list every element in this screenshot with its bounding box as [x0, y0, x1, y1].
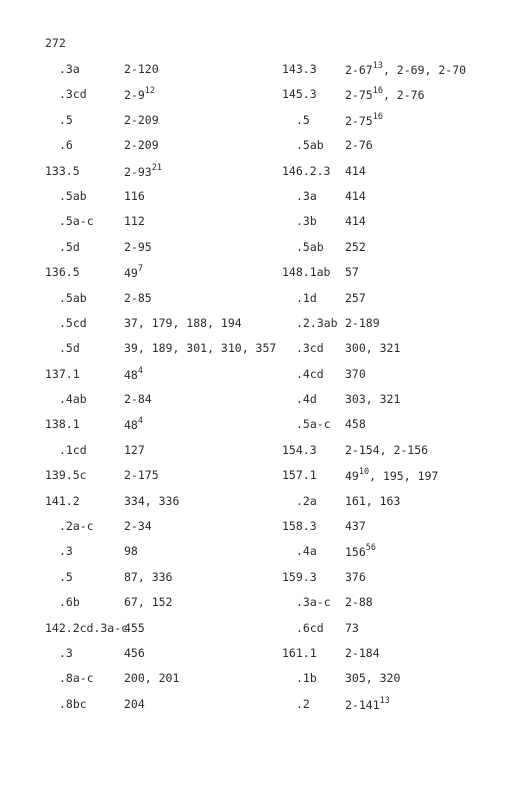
entry-key: .3cd	[59, 87, 87, 102]
reference-text: 48	[124, 418, 138, 433]
entry-key: .5a-c	[296, 417, 331, 432]
page-number: 272	[45, 36, 66, 50]
entry-references	[345, 291, 366, 305]
reference-text: 200, 201	[124, 671, 180, 686]
reference-text: 98	[124, 544, 138, 559]
footnote-superscript: 4	[137, 416, 143, 427]
reference-text: 2-154, 2-156	[345, 442, 429, 457]
footnote-superscript: 16	[372, 111, 383, 122]
entry-references	[124, 189, 145, 203]
entry-references	[345, 265, 359, 279]
entry-key: .5ab	[296, 138, 324, 153]
reference-text: 116	[124, 188, 145, 203]
index-entry	[45, 291, 280, 316]
reference-text: 73	[345, 620, 359, 635]
index-entry	[282, 595, 517, 620]
reference-text: 303, 321	[345, 392, 401, 407]
index-entry	[45, 570, 280, 595]
reference-text: 156	[345, 545, 366, 560]
index-entry	[282, 697, 517, 722]
entry-key: .3a-c	[296, 595, 331, 610]
entry-key: .6	[59, 138, 73, 153]
entry-references	[124, 113, 159, 127]
index-entry	[45, 113, 280, 138]
entry-references	[345, 697, 390, 712]
index-entry	[45, 595, 280, 620]
entry-key: 158.3	[282, 519, 317, 534]
left-index-column	[45, 62, 280, 722]
index-entry	[282, 87, 517, 112]
entry-references	[345, 240, 366, 254]
entry-key: .2	[296, 696, 310, 711]
index-entry	[45, 519, 280, 544]
entry-key: .3a	[59, 62, 80, 76]
entry-key: .1b	[296, 671, 317, 686]
entry-references	[345, 367, 366, 381]
index-entry	[282, 671, 517, 696]
reference-text: 49	[124, 265, 138, 280]
entry-references	[124, 621, 145, 635]
entry-key: .6cd	[296, 620, 324, 635]
entry-references	[124, 291, 152, 305]
index-entry	[45, 240, 280, 265]
entry-references	[345, 341, 400, 355]
entry-references	[124, 570, 172, 584]
index-entry	[282, 494, 517, 519]
reference-text: , 195, 197	[369, 469, 439, 484]
index-entry	[45, 468, 280, 493]
index-entry	[282, 138, 517, 163]
reference-text: 2-189	[345, 315, 380, 330]
index-entry	[45, 341, 280, 366]
footnote-superscript: 7	[137, 264, 143, 275]
index-entry	[45, 87, 280, 112]
index-entry	[45, 646, 280, 671]
entry-key: 157.1	[282, 468, 317, 483]
index-entry	[282, 417, 517, 442]
entry-key: 159.3	[282, 569, 317, 584]
entry-key: .4ab	[59, 392, 87, 407]
entry-key: .5a-c	[59, 214, 94, 229]
entry-key: .6b	[59, 595, 80, 610]
entry-references	[124, 367, 143, 382]
index-entry	[282, 265, 517, 290]
reference-text: 87, 336	[124, 569, 173, 584]
entry-references	[345, 570, 366, 584]
entry-key: .5	[59, 569, 73, 584]
entry-references	[124, 697, 145, 711]
reference-text: , 2-76	[382, 88, 425, 103]
index-entry	[45, 697, 280, 722]
reference-text: 2-9	[124, 88, 145, 103]
entry-references	[124, 646, 145, 660]
entry-references	[124, 519, 152, 533]
reference-text: 414	[345, 163, 366, 178]
reference-text: 2-184	[345, 645, 380, 660]
entry-key: 138.1	[45, 417, 80, 432]
entry-key: .4cd	[296, 366, 324, 381]
footnote-superscript: 12	[144, 86, 156, 97]
entry-references	[345, 316, 380, 330]
reference-text: 204	[124, 696, 145, 711]
entry-references	[345, 392, 400, 406]
reference-text: 370	[345, 366, 366, 381]
index-entry	[282, 646, 517, 671]
footnote-superscript: 13	[379, 695, 390, 706]
reference-text: 2-209	[124, 112, 159, 127]
index-entry	[45, 164, 280, 189]
index-entry	[282, 62, 517, 87]
entry-references	[124, 494, 179, 508]
reference-text: 458	[345, 417, 366, 432]
reference-text: 67, 152	[124, 595, 173, 610]
reference-text: 414	[345, 188, 366, 203]
footnote-superscript: 21	[151, 162, 162, 173]
footnote-superscript: 56	[365, 543, 377, 554]
reference-text: 305, 320	[345, 671, 401, 686]
footnote-superscript: 10	[358, 467, 370, 478]
entry-references	[345, 646, 380, 660]
reference-text: 2-67	[345, 62, 373, 77]
entry-key: 148.1ab	[282, 265, 331, 280]
reference-text: 456	[124, 645, 145, 660]
entry-references	[345, 417, 366, 431]
reference-text: 2-175	[124, 468, 159, 483]
reference-text: 2-84	[124, 392, 152, 407]
index-entry	[45, 443, 280, 468]
entry-references	[124, 341, 276, 355]
index-entry	[45, 544, 280, 569]
entry-references	[124, 392, 152, 406]
reference-text: 2-88	[345, 595, 373, 610]
entry-key: 133.5	[45, 163, 80, 178]
index-entry	[45, 62, 280, 87]
reference-text: 252	[345, 239, 366, 254]
entry-key: .8a-c	[59, 671, 94, 686]
index-entry	[282, 341, 517, 366]
index-entry	[282, 443, 517, 468]
entry-key: .1d	[296, 290, 317, 305]
entry-key: 146.2.3	[282, 163, 331, 178]
entry-references	[345, 468, 438, 483]
entry-references	[124, 87, 155, 102]
index-entry	[282, 570, 517, 595]
entry-key: .3	[59, 645, 73, 660]
entry-references	[345, 113, 383, 128]
entry-references	[345, 443, 428, 457]
entry-key: .3	[59, 544, 73, 559]
entry-references	[124, 468, 159, 482]
index-entry	[282, 621, 517, 646]
index-entry	[45, 417, 280, 442]
reference-text: , 2-69, 2-70	[382, 62, 467, 77]
entry-references	[345, 671, 400, 685]
reference-text: 334, 336	[124, 493, 180, 508]
reference-text: 257	[345, 290, 366, 305]
reference-text: 2-209	[124, 138, 159, 153]
index-entry	[45, 392, 280, 417]
entry-key: .3b	[296, 214, 317, 229]
index-entry	[282, 113, 517, 138]
reference-text: 37, 179, 188, 194	[124, 315, 242, 330]
reference-text: 2-34	[124, 519, 152, 534]
entry-references	[345, 494, 400, 508]
entry-key: .5d	[59, 239, 80, 254]
index-entry	[282, 240, 517, 265]
entry-references	[124, 671, 179, 685]
entry-key: 136.5	[45, 265, 80, 280]
index-entry	[45, 316, 280, 341]
entry-key: .5cd	[59, 315, 87, 330]
entry-references	[345, 62, 466, 77]
entry-key: 139.5c	[45, 468, 87, 483]
entry-references	[124, 214, 145, 228]
index-entry	[282, 468, 517, 493]
entry-references	[345, 595, 373, 609]
entry-key: .5ab	[59, 290, 87, 305]
entry-references	[345, 621, 359, 635]
entry-key: .5ab	[296, 239, 324, 254]
reference-text: 57	[345, 265, 359, 280]
index-entry	[282, 214, 517, 239]
index-entry	[45, 367, 280, 392]
reference-text: 300, 321	[345, 341, 401, 356]
entry-key: .2.3ab	[296, 315, 338, 330]
entry-key: .3a	[296, 188, 317, 203]
right-index-column	[282, 62, 517, 722]
entry-references	[345, 214, 366, 228]
entry-key: .3cd	[296, 341, 324, 356]
entry-references	[124, 138, 159, 152]
reference-text: 376	[345, 569, 366, 584]
index-entry	[45, 494, 280, 519]
entry-references	[345, 138, 373, 152]
index-entry	[45, 189, 280, 214]
index-entry	[45, 671, 280, 696]
entry-references	[124, 240, 152, 254]
footnote-superscript: 13	[372, 61, 383, 71]
entry-key: 137.1	[45, 366, 80, 381]
entry-references	[345, 189, 366, 203]
entry-key: 142.2cd.3a-c	[45, 620, 129, 635]
reference-text: 48	[124, 367, 138, 382]
index-entry	[282, 544, 517, 569]
entry-key: .5	[59, 112, 73, 127]
reference-text: 39, 189, 301, 310, 357	[124, 341, 277, 356]
reference-text: 414	[345, 214, 366, 229]
entry-key: .8bc	[59, 696, 87, 711]
entry-references	[124, 316, 242, 330]
footnote-superscript: 16	[372, 86, 383, 97]
index-entry	[45, 265, 280, 290]
entry-references	[345, 544, 376, 559]
index-entry	[282, 316, 517, 341]
entry-references	[345, 87, 425, 102]
entry-key: 161.1	[282, 645, 317, 660]
reference-text: 127	[124, 442, 145, 457]
reference-text: 2-93	[124, 164, 152, 179]
reference-text: 49	[345, 469, 359, 484]
entry-references	[124, 62, 159, 76]
entry-references	[124, 164, 162, 179]
entry-key: 154.3	[282, 442, 317, 457]
reference-text: 455	[124, 620, 145, 635]
entry-references	[124, 544, 138, 558]
index-entry	[282, 164, 517, 189]
reference-text: 437	[345, 519, 366, 534]
entry-key: .5ab	[59, 188, 87, 203]
reference-text: 2-75	[345, 88, 373, 103]
entry-key: 145.3	[282, 87, 317, 102]
reference-text: 161, 163	[345, 493, 401, 508]
reference-text: 2-75	[345, 113, 373, 128]
entry-key: .2a-c	[59, 519, 94, 534]
entry-key: .2a	[296, 493, 317, 508]
index-entry	[45, 621, 280, 646]
reference-text: 2-95	[124, 239, 152, 254]
entry-key: .1cd	[59, 442, 87, 457]
entry-references	[345, 519, 366, 533]
entry-key: .5	[296, 112, 310, 127]
entry-references	[124, 595, 172, 609]
index-entry	[45, 138, 280, 163]
entry-key: .4d	[296, 392, 317, 407]
entry-references	[345, 164, 366, 178]
reference-text: 2-120	[124, 62, 159, 76]
entry-references	[124, 417, 143, 432]
entry-references	[124, 443, 145, 457]
entry-references	[124, 265, 143, 280]
entry-key: 141.2	[45, 493, 80, 508]
reference-text: 2-76	[345, 138, 373, 153]
index-entry	[282, 392, 517, 417]
reference-text: 2-85	[124, 290, 152, 305]
entry-key: .4a	[296, 544, 317, 559]
entry-key: .5d	[59, 341, 80, 356]
index-entry	[45, 214, 280, 239]
reference-text: 112	[124, 214, 145, 229]
index-entry	[282, 189, 517, 214]
index-entry	[282, 291, 517, 316]
entry-key: 143.3	[282, 62, 317, 76]
index-entry	[282, 519, 517, 544]
reference-text: 2-141	[345, 697, 380, 712]
index-entry	[282, 367, 517, 392]
footnote-superscript: 4	[137, 365, 143, 376]
